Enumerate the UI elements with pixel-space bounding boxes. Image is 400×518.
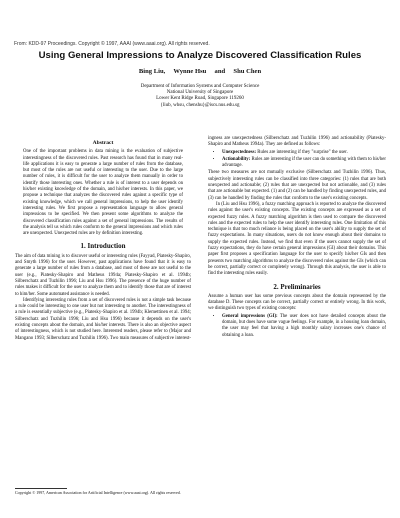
bullet-term: Unexpectedness: bbox=[222, 149, 257, 155]
affiliation-emails: {liub, whsu, chenshu}@iscs.nus.edu.sg bbox=[160, 102, 240, 108]
bullet-term: General impressions (GI): bbox=[222, 313, 278, 319]
list-item bbox=[222, 314, 386, 339]
intro-paragraph-1: The aim of data mining is to discover useful or interesting rules (Fayyad, Piatesky-Shapiro, and Smyth 1996) for the user. However, past applications have found that it is easy to generate a large number of rules from a database, and most of these are not useful to the user (e.g., Piatesky-Shapiro and Matheus 1994a; Piatesky-Shapiro et al. 1994b; Silberschatz and Tuzhilin 1996; Liu and Hsu 1996). The presence of the huge number of rules makes it difficult for the user to analyze them and to identify those that are of interest to him/her. Some automated assistance is needed. bbox=[15, 253, 191, 297]
affiliation-address: Lower Kent Ridge Road, Singapore 119260 bbox=[156, 96, 244, 102]
proceedings-note: From: KDD-97 Proceedings. Copyright © 1997, AAAI (www.aaai.org). All rights reserved. bbox=[14, 41, 210, 47]
preliminaries-heading: 2. Preliminaries bbox=[273, 282, 321, 291]
right-paragraph-3: In (Liu and Hsu 1996), a fuzzy matching approach is reported to analyze the discovered rules against the user's existing concepts. The existing concepts are expressed as a set of expected fuzzy rules. A fuzzy matching algorithm is then used to compare the discovered rules and the expected rules to help the user identify interesting rules. One limitation of this technique is that too much reliance is being placed on the user's ability to supply the set of fuzzy expectations. In many situations, users do not know enough about their domains to supply the expected rules. Instead, we find that even if the users cannot supply the set of fuzzy expectations, they do have certain general impressions (GI) about their domains. This paper first proposes a specification language for the user to specify his/her GIs and then presents two matching algorithms to analyze the discovered rules against the GIs (which can be correct, partially correct or completely wrong). Through this analysis, the user is able to find the interesting rules easily. bbox=[208, 201, 386, 277]
bullet-text: Rules are interesting if they "surprise" the user. bbox=[256, 149, 348, 155]
bullet-term: Actionability: bbox=[222, 156, 251, 162]
affiliation-university: National University of Singapore bbox=[166, 90, 234, 96]
authors: Bing Liu, Wynne Hsu and Shu Chen bbox=[138, 68, 262, 75]
left-column bbox=[15, 138, 191, 342]
right-column bbox=[208, 136, 386, 340]
right-paragraph-4: Assume a human user has some previous concepts about the domain represented by the database D. These concepts can be correct, partially correct or entirely wrong. In this work, we distinguish two types of existing concepts: bbox=[208, 293, 386, 312]
introduction-heading: 1. Introduction bbox=[80, 242, 126, 251]
right-paragraph-continued: ingness are unexpectedness (Silberschatz and Tuzhilin 1996) and actionability (Piatesky-Shapiro and Matheus 1994a). They are defined as follows: bbox=[208, 136, 386, 148]
measures-list bbox=[208, 150, 386, 170]
intro-paragraph-2: Identifying interesting rules from a set of discovered rules is not a simple task because a rule could be interesting to one user but not interesting to another. The interestingness of a rule is essentially subjective (e.g., Piatesky-Shapiro et al. 1994b; Klemettinen et al. 1994; Silberschatz and Tuzhilin 1996; Liu and Hsu 1996) because it depends on the user's existing concepts about the domain, and his/her interests. There is also an objective aspect of interestingness, which is not studied here. Interested readers, please refer to (Major and Mangano 1993; Silberschatz and Tuzhilin 1996). Two main measures of subjective interest- bbox=[15, 297, 191, 341]
abstract-heading: Abstract bbox=[92, 140, 114, 146]
right-paragraph-2: These two measures are not mutually exclusive (Silberschatz and Tuzhilin 1996). Thus, subjectively interesting rules can be classified into three categories: (1) rules that are both unexpected and actionable; (2) rules that are unexpected but not actionable, and (3) rules that are actionable but expected. (1) and (2) can be handled by finding unexpected rules, and (3) can be handled by finding the rules that conform to the user's existing concepts. bbox=[208, 170, 386, 201]
list-item bbox=[222, 157, 386, 170]
affiliation-department: Department of Information Systems and Computer Science bbox=[140, 84, 260, 89]
paper-title: Using General Impressions to Analyze Discovered Classification Rules bbox=[38, 50, 362, 61]
list-item bbox=[222, 150, 386, 156]
abstract-text: One of the important problems in data mining is the evaluation of subjective interestingness of the discovered rules. Past research has found that in many real-life applications it is easy to generate a large number of rules from the database, but most of the rules are not useful or interesting to the user. Due to the large number of rules, it is difficult for the user to analyze them manually in order to identify those interesting ones. Whether a rule is of interest to a user depends on his/her existing knowledge of the domain, and his/her interests. In this paper, we propose a technique that analyzes the discovered rules against a specific type of existing knowledge, which we call general impressions, to help the user identify interesting rules. We first propose a representation language to allow general impressions to be specified. We then present some algorithms to analyze the discovered classification rules against a set of general impressions. The results of the analysis tell us which rules conform to the general impressions and which rules are unexpected. Unexpected rules are by definition interesting. bbox=[23, 149, 183, 237]
bullet-text: Rules are interesting if the user can do something with them to his/her advantage. bbox=[222, 156, 386, 169]
copyright-footnote: Copyright © 1997, American Association for Artificial Intelligence (www.aaai.org). All rights reserved. bbox=[15, 490, 181, 495]
affiliation bbox=[0, 84, 400, 109]
bullet-text: The user does not have detailed concepts about the domain, but does have some vague feelings. For example, in a housing loan domain, the user may feel that having a high monthly salary increases one's chance of obtaining a loan. bbox=[222, 313, 386, 338]
concepts-list bbox=[208, 314, 386, 339]
footnote-rule bbox=[15, 488, 67, 489]
